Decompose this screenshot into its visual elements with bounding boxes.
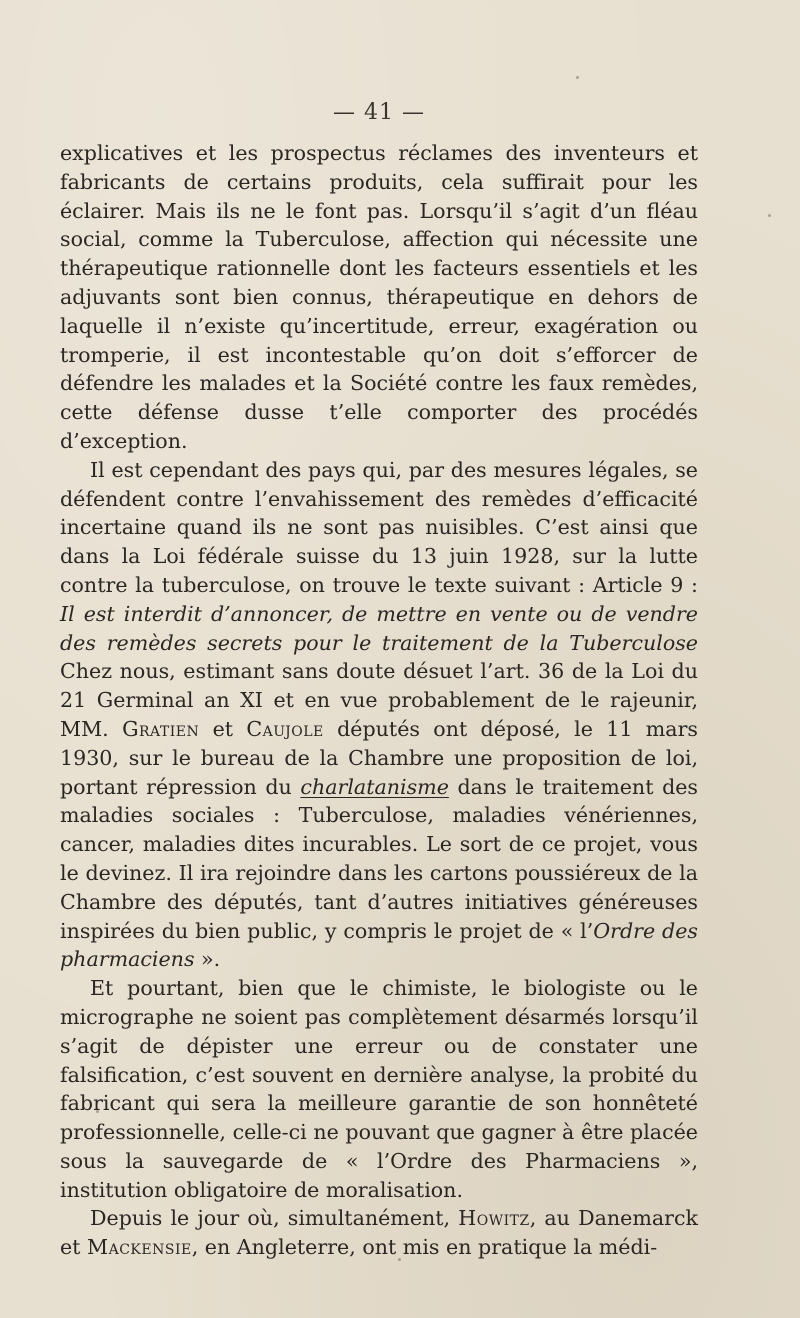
emphasized-term: charlatanisme xyxy=(300,774,449,799)
paragraph-text: Chez nous, estimant sans doute désuet l’art. 36 de la Loi du 21 Germinal an XI et en vue probablement de le rajeunir, MM. xyxy=(60,659,698,741)
page-number: — 41 — xyxy=(333,100,425,125)
paper-speck xyxy=(576,76,579,79)
paragraph-text: ». xyxy=(194,947,221,972)
paper-speck xyxy=(768,214,771,217)
paper-speck xyxy=(96,1110,99,1113)
paper-speck xyxy=(398,1258,401,1261)
paragraph-text: Il est cependant des pays qui, par des mesures légales, se défendent contre l’envahissement des remèdes d’efficacité incertaine quand ils ne sont pas nuisibles. C’est ainsi que dans la Loi fédérale suisse du 13 juin 1928, sur la lutte contre la tuberculose, on trouve le texte suivant : Article 9 : xyxy=(60,457,698,597)
paragraph-2 xyxy=(60,456,698,974)
paragraph-text: dans le traitement des maladies sociales : Tuberculose, maladies vénériennes, cancer, maladies dites incurables. Le sort de ce projet, vous le devinez. Il ira rejoindre dans les cartons poussiéreux de la Chambre des députés, tant d’autres initiatives généreuses inspirées du bien public, y compris le projet de « l’ xyxy=(60,774,699,943)
author-name: Howitz xyxy=(458,1206,530,1231)
paragraph-text: , en Angleterre, ont mis en pratique la médi- xyxy=(191,1235,658,1260)
paragraph-3 xyxy=(60,974,698,1204)
quoted-law-text: Il est interdit d’annoncer, de mettre en vente ou de vendre des remèdes secrets pour le traitement de la Tuberculose xyxy=(60,601,698,655)
paragraph-text: Et pourtant, bien que le chimiste, le biologiste ou le micrographe ne soient pas complètement désarmés lorsqu’il s’agit de dépister une erreur ou de constater une falsification, c’est souvent en dernière analyse, la probité du fabricant qui sera la meilleure garantie de son honnêteté professionnelle, celle-ci ne pouvant que gagner à être placée sous la sauvegarde de « l’Ordre des Pharmaciens », institution obligatoire de moralisation. xyxy=(60,976,698,1202)
paragraph-text: Depuis le jour où, simultanément, xyxy=(90,1206,459,1231)
author-name: Mackensie xyxy=(87,1235,192,1260)
paragraph-text: députés ont déposé, le 11 mars 1930, sur le bureau de la Chambre une proposition de loi, portant répression du xyxy=(60,716,699,799)
paragraph-text: , au Danemarck et xyxy=(60,1206,698,1260)
book-page xyxy=(60,100,698,1262)
author-name: Gratien xyxy=(122,716,200,741)
paragraph-text: et xyxy=(199,716,247,741)
paragraph-1 xyxy=(60,139,698,456)
author-name: Caujole xyxy=(246,716,324,741)
emphasized-term: Ordre des pharmaciens xyxy=(60,918,698,972)
paragraph-text: explicatives et les prospectus réclames des inventeurs et fabricants de certains produits, cela suffirait pour les éclairer. Mais ils ne le font pas. Lorsqu’il s’agit d’un fléau social, comme la Tuberculose, affection qui nécessite une thérapeutique rationnelle dont les facteurs essentiels et les adjuvants sont bien connus, thérapeutique en dehors de laquelle il n’existe qu’incertitude, erreur, exagération ou tromperie, il est incontestable qu’on doit s’efforcer de défendre les malades et la Société contre les faux remèdes, cette défense dusse t’elle comporter des procédés d’exception. xyxy=(60,141,698,453)
paragraph-4 xyxy=(60,1204,698,1262)
